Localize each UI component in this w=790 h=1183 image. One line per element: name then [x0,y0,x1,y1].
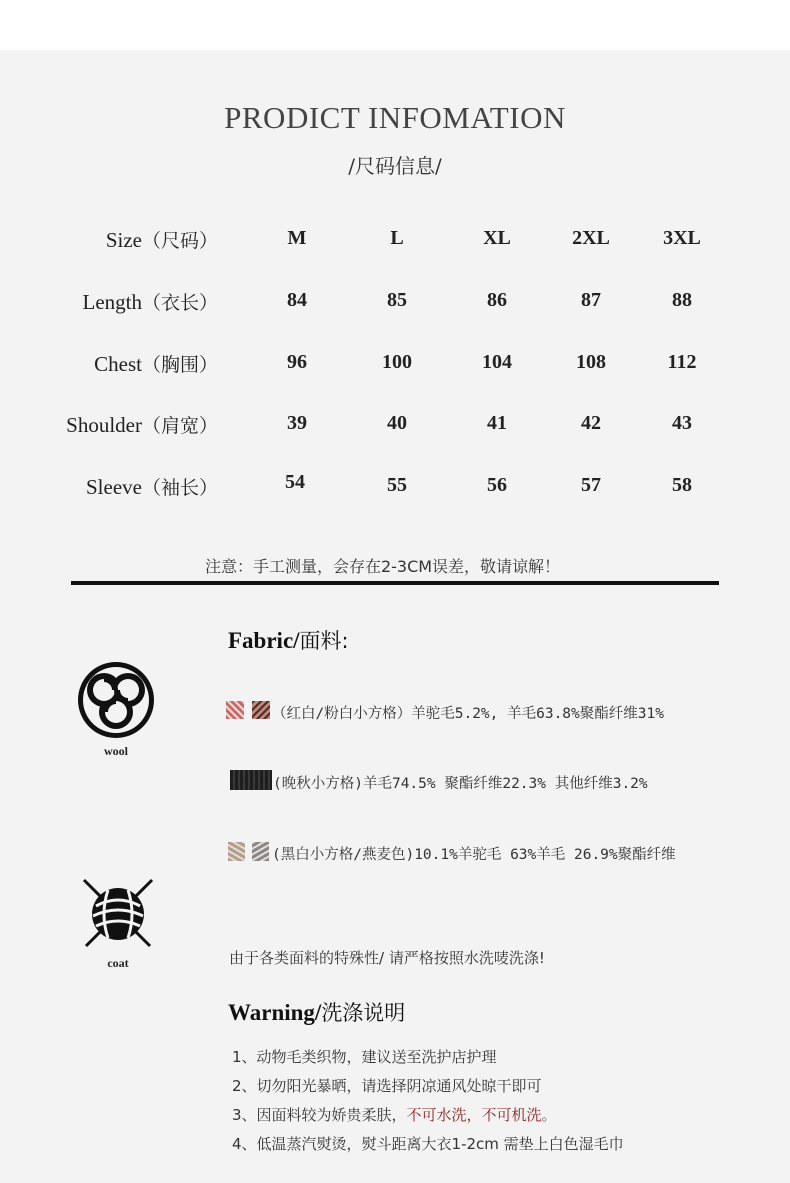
wool-badge [76,660,156,759]
length-cell: 86 [487,289,507,311]
row-label-shoulder [66,411,218,438]
warning-heading-en: Warning/ [228,1000,322,1025]
wool-caption: wool [104,744,128,758]
warning-item [232,1046,497,1067]
size-cell: 2XL [572,227,610,249]
swatch-red-white [226,701,244,719]
row-label-size [106,226,218,253]
row-label-en: Length [82,290,142,314]
warning-item [232,1133,624,1154]
shoulder-cell: 43 [672,412,692,434]
row-label-en: Shoulder [66,413,142,437]
fabric-line-1: （红白/粉白小方格）羊驼毛5.2%, 羊毛63.8%聚酯纤维31% [272,706,664,722]
chest-cell: 112 [667,351,697,373]
chest-cell: 108 [576,351,606,373]
row-label-cn: （肩宽） [141,415,218,437]
sleeve-cell: 54 [285,471,305,493]
row-label-en: Chest [94,352,142,376]
length-cell: 84 [287,289,307,311]
warning-item-highlight: 不可水洗，不可机洗。 [406,1106,557,1124]
sleeve-cell: 57 [581,474,601,496]
length-cell: 85 [387,289,407,311]
fabric-heading-en: Fabric/ [228,628,300,653]
warning-item-text: 1、动物毛类织物，建议送至洗护店护理 [232,1048,497,1066]
length-cell: 87 [581,289,601,311]
sleeve-cell: 56 [487,474,507,496]
row-label-sleeve [86,473,218,500]
warning-item-text: 2、切勿阳光暴晒，请选择阴凉通风处晾干即可 [232,1077,542,1095]
size-cell: XL [483,227,511,249]
warning-heading-cn: 洗涤说明 [321,1001,406,1025]
warning-item-text: 3、因面料较为娇贵柔肤， [232,1106,407,1124]
coat-caption: coat [107,956,129,970]
row-label-cn: （尺码） [141,230,218,252]
fabric-heading-cn: 面料: [299,629,349,653]
swatch-oatmeal [228,842,245,861]
row-label-chest [94,350,218,377]
section-divider [71,581,719,585]
warning-item-text: 4、低温蒸汽熨烫，熨斗距离大衣1-2cm 需垫上白色湿毛巾 [232,1135,624,1153]
row-label-cn: （袖长） [141,477,218,499]
fabric-line-3: (黑白小方格/燕麦色)10.1%羊驼毛 63%羊毛 26.9%聚酯纤维 [272,847,676,863]
row-label-cn: （胸围） [141,354,218,376]
swatch-black-white [252,842,269,861]
shoulder-cell: 39 [287,412,307,434]
chest-cell: 104 [482,351,512,373]
warning-item [232,1104,557,1125]
row-label-length [83,288,219,315]
row-label-cn: （衣长） [141,292,218,314]
measurement-note: 注意：手工测量，会存在2-3CM误差，敬请谅解！ [204,557,561,576]
swatch-autumn [230,770,272,790]
page-title: PRODICT INFOMATION [224,100,566,135]
size-cell: L [390,227,404,249]
wool-knot-icon [76,660,156,740]
chest-cell: 100 [382,351,412,373]
yarn-ball-icon [78,876,158,952]
warning-item [232,1075,542,1096]
shoulder-cell: 41 [487,412,507,434]
sleeve-cell: 55 [387,474,407,496]
care-caution: 由于各类面料的特殊性/ 请严格按照水洗唛洗涤! [229,949,545,967]
shoulder-cell: 42 [581,412,601,434]
fabric-heading [228,625,349,655]
warning-heading [228,997,405,1027]
fabric-line-2: (晚秋小方格)羊毛74.5% 聚酯纤维22.3% 其他纤维3.2% [273,776,648,792]
chest-cell: 96 [287,351,307,373]
page-subtitle: /尺码信息/ [348,154,442,178]
size-cell: M [287,227,307,249]
row-label-en: Sleeve [86,475,142,499]
size-cell: 3XL [663,227,701,249]
row-label-en: Size [105,228,142,252]
coat-badge [78,876,158,971]
length-cell: 88 [672,289,692,311]
swatch-pink-white [252,701,270,719]
sleeve-cell: 58 [672,474,692,496]
shoulder-cell: 40 [387,412,407,434]
